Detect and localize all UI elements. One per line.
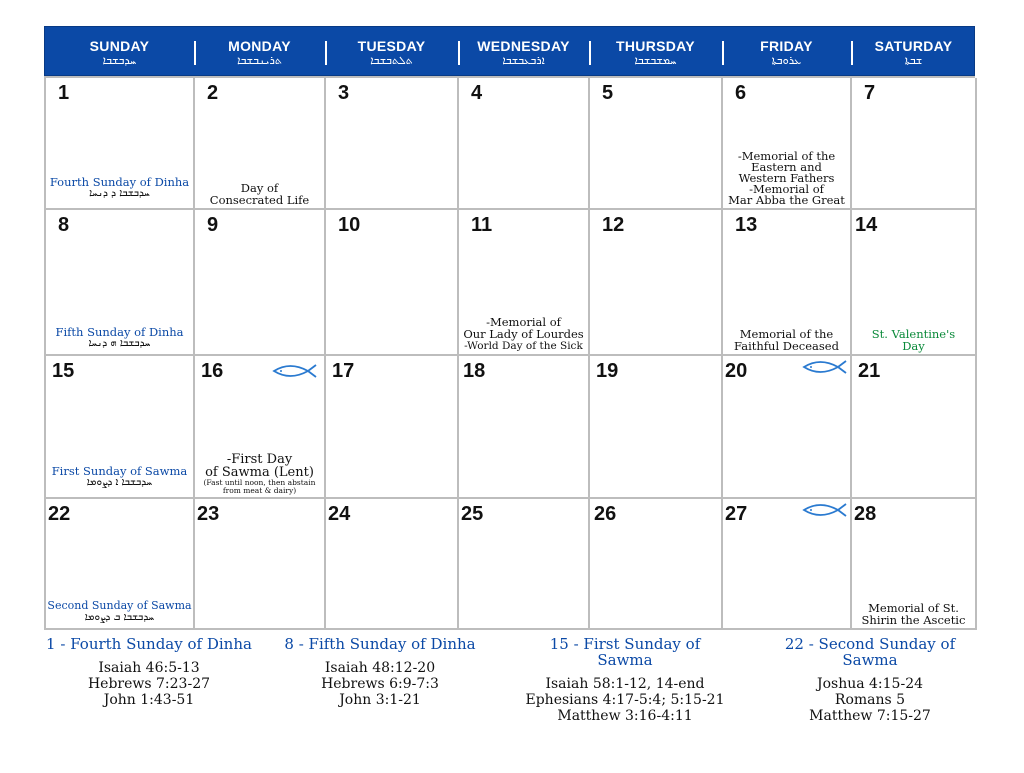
note-line: Mar Abba the Great: [728, 193, 845, 207]
day-number: 8: [58, 214, 70, 236]
note-line: Memorial of the: [739, 327, 834, 341]
day-number: 27: [725, 503, 748, 525]
reading-line: John 1:43-51: [103, 692, 195, 708]
reading-line: John 3:1-21: [339, 692, 421, 708]
day-number: 28: [854, 503, 877, 525]
day-cell[interactable]: [852, 499, 977, 630]
note-line: Shirin the Ascetic: [861, 613, 966, 627]
day-number: 16: [201, 360, 224, 382]
day-number: 20: [725, 360, 748, 382]
day-number: 2: [207, 82, 219, 104]
reading-block: [757, 636, 983, 724]
header-thursday: [589, 27, 722, 75]
note-syriac: ܚܕܒܫܒܐ ܒ ܕܨܘܡܐ: [84, 612, 155, 623]
day-cell[interactable]: [195, 499, 326, 630]
day-number: 23: [197, 503, 220, 525]
day-number: 24: [328, 503, 351, 525]
day-cell[interactable]: [590, 356, 723, 499]
day-cell[interactable]: [852, 356, 977, 499]
day-cell[interactable]: [195, 356, 326, 499]
day-cell[interactable]: [46, 499, 195, 630]
day-name-syriac: ܬܪܝܢܒܫܒܐ: [237, 54, 282, 67]
day-cell[interactable]: [590, 78, 723, 210]
day-number: 15: [52, 360, 75, 382]
header-wednesday: [458, 27, 589, 75]
day-cell[interactable]: [326, 210, 459, 356]
day-number: 17: [332, 360, 355, 382]
note-line: Western Fathers: [738, 171, 835, 185]
note-line: Day: [902, 339, 925, 353]
day-cell[interactable]: [459, 356, 590, 499]
header-sunday: [45, 27, 194, 75]
day-number: 19: [596, 360, 619, 382]
day-name: SUNDAY: [89, 38, 150, 54]
ichthys-fish-icon: [802, 360, 848, 374]
day-cell[interactable]: [326, 356, 459, 499]
day-cell[interactable]: [590, 499, 723, 630]
day-number: 14: [855, 214, 878, 236]
reading-line: Isaiah 46:5-13: [98, 660, 200, 676]
header-friday: [722, 27, 851, 75]
day-name: TUESDAY: [357, 38, 426, 54]
day-number: 9: [207, 214, 219, 236]
ichthys-fish-icon: [272, 364, 318, 378]
note-line: from meat & dairy): [222, 486, 297, 495]
day-cell[interactable]: [723, 78, 852, 210]
day-number: 12: [602, 214, 625, 236]
reading-title: 15 - First Sunday of Sawma: [549, 635, 701, 669]
day-name: THURSDAY: [616, 38, 695, 54]
weekday-header: [44, 26, 975, 76]
calendar: [44, 26, 975, 630]
day-note: [852, 602, 975, 626]
day-name-syriac: ܥܪܘܒܬܐ: [771, 54, 802, 67]
day-note: [46, 465, 193, 489]
reading-block: [280, 636, 480, 708]
day-cell[interactable]: [852, 78, 977, 210]
day-number: 4: [471, 82, 483, 104]
reading-line: Isaiah 58:1-12, 14-end: [545, 676, 705, 692]
note-line: of Sawma (Lent): [205, 465, 314, 480]
day-name-syriac: ܐܪܒܥܒܫܒܐ: [502, 54, 545, 67]
note-line: Consecrated Life: [209, 193, 310, 207]
note-line: Second Sunday of Sawma: [47, 599, 192, 612]
day-name-syriac: ܫܒܬܐ: [904, 54, 923, 67]
reading-line: Hebrews 7:23-27: [87, 676, 211, 692]
day-cell[interactable]: [459, 78, 590, 210]
day-number: 13: [735, 214, 758, 236]
day-cell[interactable]: [852, 210, 977, 356]
day-cell[interactable]: [459, 499, 590, 630]
note-line: -World Day of the Sick: [464, 340, 583, 352]
day-cell[interactable]: [46, 356, 195, 499]
reading-line: Matthew 3:16-4:11: [557, 708, 693, 724]
day-cell[interactable]: [723, 356, 852, 499]
reading-title: 1 - Fourth Sunday of Dinha: [46, 635, 252, 653]
note-line: Eastern and: [751, 160, 822, 174]
day-name: SATURDAY: [874, 38, 953, 54]
day-cell[interactable]: [46, 78, 195, 210]
day-number: 6: [735, 82, 747, 104]
note-line: (Fast until noon, then abstain: [203, 478, 316, 487]
note-line: St. Valentine's: [871, 327, 956, 341]
reading-title: 22 - Second Sunday of Sawma: [784, 635, 956, 669]
reading-line: Matthew 7:15-27: [809, 708, 931, 724]
day-number: 3: [338, 82, 350, 104]
day-note: [723, 151, 850, 206]
day-note: [459, 316, 588, 352]
day-note: [46, 176, 193, 200]
day-cell[interactable]: [46, 210, 195, 356]
day-name: FRIDAY: [760, 38, 813, 54]
day-note: [46, 326, 193, 350]
day-cell[interactable]: [459, 210, 590, 356]
reading-title: 8 - Fifth Sunday of Dinha: [284, 635, 476, 653]
day-cell[interactable]: [723, 210, 852, 356]
reading-line: Joshua 4:15-24: [816, 676, 924, 692]
day-number: 26: [594, 503, 617, 525]
day-number: 7: [864, 82, 876, 104]
note-line: Memorial of St.: [868, 601, 959, 615]
day-note: [46, 600, 193, 624]
day-note: [852, 328, 975, 352]
day-number: 18: [463, 360, 486, 382]
day-number: 21: [858, 360, 881, 382]
day-number: 25: [461, 503, 484, 525]
note-line: Our Lady of Lourdes: [463, 327, 584, 341]
day-number: 11: [471, 214, 493, 236]
header-saturday: [851, 27, 976, 75]
reading-block: [520, 636, 730, 724]
header-monday: [194, 27, 325, 75]
day-note: [723, 328, 850, 352]
note-line: -First Day: [226, 452, 293, 467]
day-number: 5: [602, 82, 614, 104]
reading-line: Ephesians 4:17-5:4; 5:15-21: [525, 692, 725, 708]
month-grid: [44, 76, 975, 630]
ichthys-fish-icon: [802, 503, 848, 517]
note-line: -Memorial of the: [737, 149, 836, 163]
day-cell[interactable]: [195, 78, 326, 210]
day-cell[interactable]: [723, 499, 852, 630]
day-name: MONDAY: [228, 38, 291, 54]
reading-line: Isaiah 48:12-20: [324, 660, 436, 676]
day-number: 10: [338, 214, 361, 236]
note-syriac: ܚܕܒܫܒܐ ܗ ܕܢܚܐ: [88, 338, 151, 349]
day-note: [195, 453, 324, 495]
reading-line: Hebrews 6:9-7:3: [321, 676, 439, 692]
day-cell[interactable]: [590, 210, 723, 356]
reading-block: [44, 636, 254, 708]
note-syriac: ܚܕܒܫܒܐ ܐ ܕܨܘܡܐ: [86, 477, 153, 488]
header-tuesday: [325, 27, 458, 75]
day-number: 22: [48, 503, 71, 525]
day-name: WEDNESDAY: [477, 38, 570, 54]
day-name-syriac: ܬܠܬܒܫܒܐ: [370, 54, 413, 67]
note-line: -Memorial of: [749, 182, 824, 196]
note-line: -Memorial of: [486, 315, 561, 329]
day-name-syriac: ܚܕܒܫܒܐ: [102, 54, 137, 67]
reading-line: Romans 5: [834, 692, 906, 708]
day-cell[interactable]: [326, 499, 459, 630]
note-line: Fifth Sunday of Dinha: [55, 325, 184, 339]
note-line: Day of: [240, 181, 279, 195]
note-line: First Sunday of Sawma: [51, 464, 188, 478]
note-line: Faithful Deceased: [734, 339, 839, 353]
day-number: 1: [58, 82, 70, 104]
day-name-syriac: ܚܡܫܒܫܒܐ: [634, 54, 677, 67]
day-cell[interactable]: [195, 210, 326, 356]
note-line: Fourth Sunday of Dinha: [49, 175, 190, 189]
day-note: [195, 182, 324, 206]
day-cell[interactable]: [326, 78, 459, 210]
note-syriac: ܚܕܒܫܒܐ ܕ ܕܢܚܐ: [89, 188, 150, 199]
